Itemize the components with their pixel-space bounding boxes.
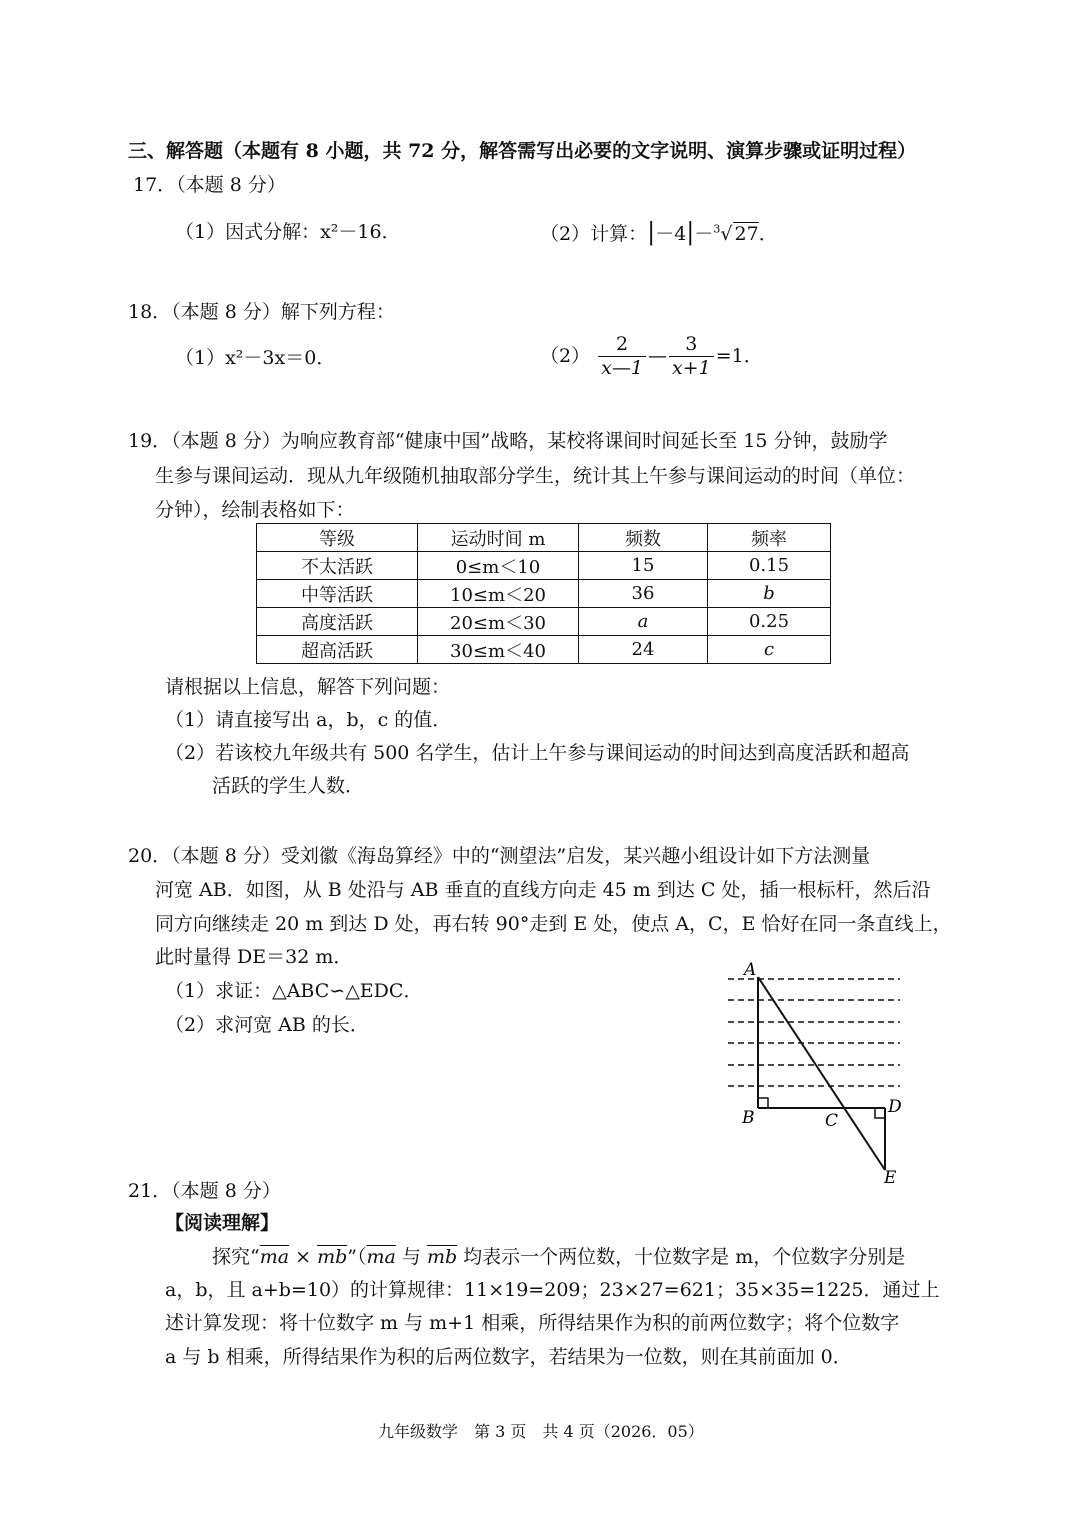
q17-part2 [540, 218, 778, 247]
page-footer: 九年级数学 第 3 页 共 4 页（2026．05） [378, 1422, 704, 1441]
q18-operator: — [647, 344, 667, 367]
table-cell: 15 [579, 552, 708, 580]
q21-l1-d: 均表示一个两位数，十位数字是 m，个位数字分别是 [457, 1246, 906, 1268]
frequency-table [256, 523, 831, 664]
table-row [257, 580, 831, 608]
q21-line3: 述计算发现：将十位数字 m 与 m+1 相乘，所得结果作为积的前两位数字；将个位数字 [165, 1312, 900, 1334]
q21-line1 [212, 1246, 905, 1269]
q17-part2-prefix: （2）计算： [540, 223, 648, 245]
table-header-cell: 运动时间 m [418, 524, 579, 552]
label-A: A [744, 960, 757, 980]
table-cell: 0.15 [708, 552, 831, 580]
q18-part1: （1）x²－3x＝0． [175, 347, 336, 369]
fraction-2 [669, 333, 714, 380]
overline-ma-2: $\overline{ma}$ [366, 1246, 396, 1268]
times-sign: × [289, 1246, 318, 1268]
label-D: D [888, 1097, 902, 1117]
q17-radicand: 27 [734, 223, 759, 245]
table-cell: 20≤m＜30 [418, 608, 579, 636]
q18-part2 [540, 333, 763, 380]
table-cell: 高度活跃 [257, 608, 418, 636]
q21-head: 21．（本题 8 分） [128, 1180, 281, 1202]
q21-l1-c: 与 [395, 1246, 427, 1268]
fraction-1 [598, 333, 646, 380]
table-cell: 30≤m＜40 [418, 636, 579, 664]
table-row [257, 636, 831, 664]
table-cell: a [579, 608, 708, 636]
q19-line3: 分钟），绘制表格如下： [155, 499, 355, 521]
segment-AE [758, 977, 885, 1170]
abs-bar-left: | [647, 218, 656, 246]
fraction-1-numerator: 2 [598, 333, 646, 357]
q18-part2-prefix: （2） [540, 344, 591, 367]
table-header-cell: 频数 [579, 524, 708, 552]
q20-line1: 20．（本题 8 分）受刘徽《海岛算经》中的“测望法”启发，某兴趣小组设计如下方法测量 [128, 845, 871, 867]
table-header-cell: 频率 [708, 524, 831, 552]
table-cell: 24 [579, 636, 708, 664]
abs-bar-right: | [686, 218, 695, 246]
table-header-cell: 等级 [257, 524, 418, 552]
q20-line3: 同方向继续走 20 m 到达 D 处，再右转 90°走到 E 处，使点 A，C，E 恰好在同一条直线上， [155, 913, 952, 935]
table-cell: 超高活跃 [257, 636, 418, 664]
q20-sub2: （2）求河宽 AB 的长． [165, 1014, 369, 1036]
overline-mb-2: $\overline{mb}$ [426, 1246, 458, 1268]
q20-line4: 此时量得 DE＝32 m． [155, 946, 353, 968]
q19-intro: 请根据以上信息，解答下列问题： [165, 676, 451, 698]
q17-abs-value: －4 [655, 223, 687, 245]
q19-sub2b: 活跃的学生人数． [212, 775, 365, 797]
river-dashed-lines [728, 979, 900, 1086]
river-width-figure [720, 955, 920, 1190]
q17-minus: － [694, 223, 714, 245]
q19-sub1: （1）请直接写出 a，b，c 的值． [165, 709, 452, 731]
q20-sub1: （1）求证：△ABC∽△EDC． [165, 980, 423, 1002]
q21-l1-b: ”（ [347, 1246, 367, 1268]
table-row [257, 608, 831, 636]
table-cell: c [708, 636, 831, 664]
q17-part2-end: ． [758, 223, 778, 245]
right-angle-mark-D [875, 1108, 885, 1118]
table-row [257, 552, 831, 580]
q19-sub2a: （2）若该校九年级共有 500 名学生，估计上午参与课间运动的时间达到高度活跃和超高 [165, 742, 910, 764]
right-angle-mark-B [758, 1098, 768, 1108]
q21-line4: a 与 b 相乘，所得结果作为积的后两位数字，若结果为一位数，则在其前面加 0． [165, 1346, 852, 1368]
fraction-2-denominator: x+1 [671, 356, 711, 379]
overline-ma: $\overline{ma}$ [259, 1246, 290, 1268]
overline-mb: $\overline{mb}$ [317, 1246, 348, 1268]
reading-tag: 【阅读理解】 [165, 1212, 280, 1234]
table-cell: 0≤m＜10 [418, 552, 579, 580]
q17-head: 17．（本题 8 分） [133, 174, 286, 196]
fraction-1-denominator: x—1 [601, 356, 643, 379]
table-cell: 0.25 [708, 608, 831, 636]
label-B: B [742, 1108, 755, 1128]
q18-head: 18．（本题 8 分）解下列方程： [128, 301, 395, 323]
table-header-row [257, 524, 831, 552]
root-index: 3 [713, 222, 721, 236]
q21-line2: a，b，且 a+b=10）的计算规律：11×19=209；23×27=621；35×35=1225．通过上 [165, 1279, 940, 1301]
table-cell: 36 [579, 580, 708, 608]
q17-part1: （1）因式分解：x²－16． [175, 221, 401, 243]
table-cell: 10≤m＜20 [418, 580, 579, 608]
q21-l1-a: 探究“ [212, 1246, 260, 1268]
q19-line2: 生参与课间运动．现从九年级随机抽取部分学生，统计其上午参与课间运动的时间（单位： [155, 465, 916, 487]
q19-line1: 19．（本题 8 分）为响应教育部“健康中国”战略，某校将课间时间延长至 15 分钟，鼓励学 [128, 430, 888, 452]
label-E: E [884, 1168, 897, 1188]
table-cell: 不太活跃 [257, 552, 418, 580]
table-cell: b [708, 580, 831, 608]
q20-line2: 河宽 AB．如图，从 B 处沿与 AB 垂直的直线方向走 45 m 到达 C 处，插一根标杆，然后沿 [155, 879, 931, 901]
q18-part2-end: =1． [715, 344, 763, 367]
radical-sign: √ [720, 223, 733, 245]
label-C: C [825, 1111, 839, 1131]
fraction-2-numerator: 3 [669, 333, 714, 357]
section-title: 三、解答题（本题有 8 小题，共 72 分，解答需写出必要的文字说明、演算步骤或证明过程） [128, 140, 917, 162]
table-cell: 中等活跃 [257, 580, 418, 608]
